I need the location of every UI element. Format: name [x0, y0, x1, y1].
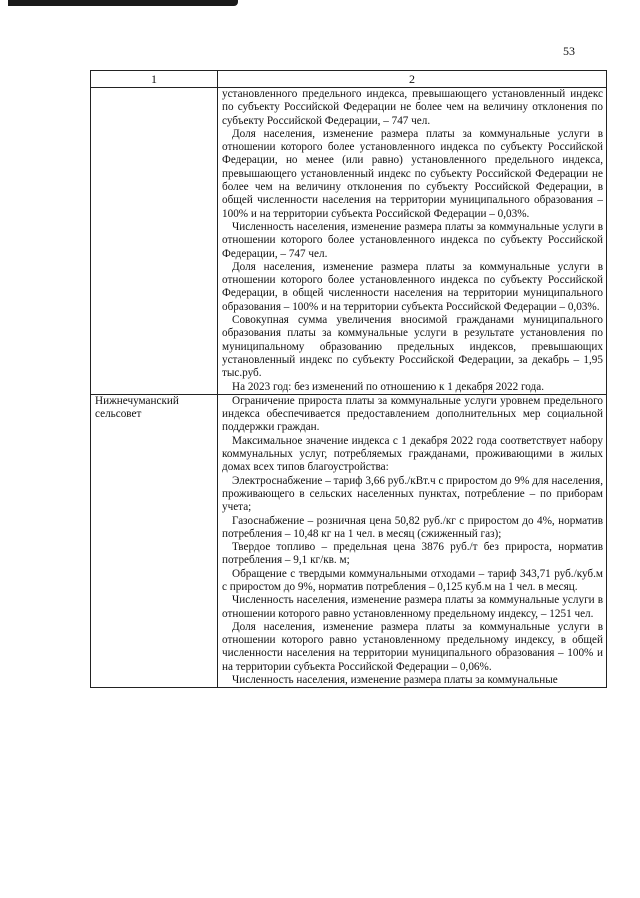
column-header-2: 2: [218, 71, 607, 88]
paragraph: Доля населения, изменение размера платы за коммунальные услуги в отношении которого более установленного индекса по субъекту Российской Федерации, в общей численности населения на территории муниципального образования – 100% и на территории субъекта Российской Федерации – 0,03%.: [222, 260, 603, 313]
column-header-1: 1: [91, 71, 218, 88]
paragraph: Максимальное значение индекса с 1 декабря 2022 года соответствует набору коммунальных услуг, потребляемых гражданами, проживающими в жилых домах всех типов благоустройства:: [222, 434, 603, 474]
table-row: [91, 394, 607, 688]
paragraph: Ограничение прироста платы за коммунальные услуги уровнем предельного индекса обеспечивается предоставлением дополнительных мер социальной поддержки граждан.: [222, 394, 603, 434]
scan-edge-bar: [8, 0, 238, 6]
paragraph: Электроснабжение – тариф 3,66 руб./кВт.ч с приростом до 9% для населения, проживающего в сельских населенных пунктах, потребление – по приборам учета;: [222, 474, 603, 514]
municipality-cell: [91, 394, 218, 688]
paragraph: Обращение с твердыми коммунальными отходами – тариф 343,71 руб./куб.м с приростом до 9%, норматив потребления – 0,125 куб.м на 1 чел. в месяц.: [222, 567, 603, 593]
paragraph: Численность населения, изменение размера платы за коммунальные: [232, 674, 558, 687]
paragraph: Доля населения, изменение размера платы за коммунальные услуги в отношении которого равно установленному предельному индексу, в общей численности населения на территории муниципального образования – 100% и на территории субъекта Российской Федерации – 0,06%.: [222, 620, 603, 673]
document-table: [90, 70, 607, 688]
municipality-name: Нижнечуманский сельсовет: [95, 394, 179, 421]
paragraph: Численность населения, изменение размера платы за коммунальные услуги в отношении которого равно установленному предельному индексу, – 1251 чел.: [222, 594, 603, 620]
municipality-cell: [91, 88, 218, 395]
paragraph: На 2023 год: без изменений по отношению к 1 декабря 2022 года.: [232, 380, 545, 393]
paragraph: Численность населения, изменение размера платы за коммунальные услуги в отношении которого более установленного индекса по субъекту Российской Федерации, – 747 чел.: [222, 220, 603, 260]
paragraph: Доля населения, изменение размера платы за коммунальные услуги в отношении которого более установленного индекса по субъекту Российской Федерации, но менее (или равно) установленного предельного индекса, превышающего установленный индекс по субъекту Российской Федерации не более чем на величину отклонения по субъекту Российской Федерации, в общей численности населения на территории муниципального образования – 100% и на территории субъекта Российской Федерации – 0,03%.: [222, 127, 603, 220]
page-number: 53: [563, 44, 575, 58]
description-cell: [218, 394, 607, 688]
table-row: [91, 88, 607, 395]
paragraph: Твердое топливо – предельная цена 3876 руб./т без прироста, норматив потребления – 9,1 кг/кв. м;: [222, 541, 603, 567]
table-header-row: [91, 71, 607, 88]
paragraph: Совокупная сумма увеличения вносимой гражданами муниципального образования платы за коммунальные услуги в результате установления по муниципальному образованию предельных индексов, превышающих установленный индекс по субъекту Российской Федерации, за декабрь – 1,95 тыс.руб.: [222, 314, 603, 380]
paragraph: Газоснабжение – розничная цена 50,82 руб./кг с приростом до 4%, норматив потребления – 10,48 кг на 1 чел. в месяц (сжиженный газ);: [222, 514, 603, 540]
description-cell: [218, 88, 607, 395]
paragraph: установленного предельного индекса, превышающего установленный индекс по субъекту Российской Федерации не более чем на величину отклонения по субъекту Российской Федерации, – 747 чел.: [222, 88, 603, 127]
